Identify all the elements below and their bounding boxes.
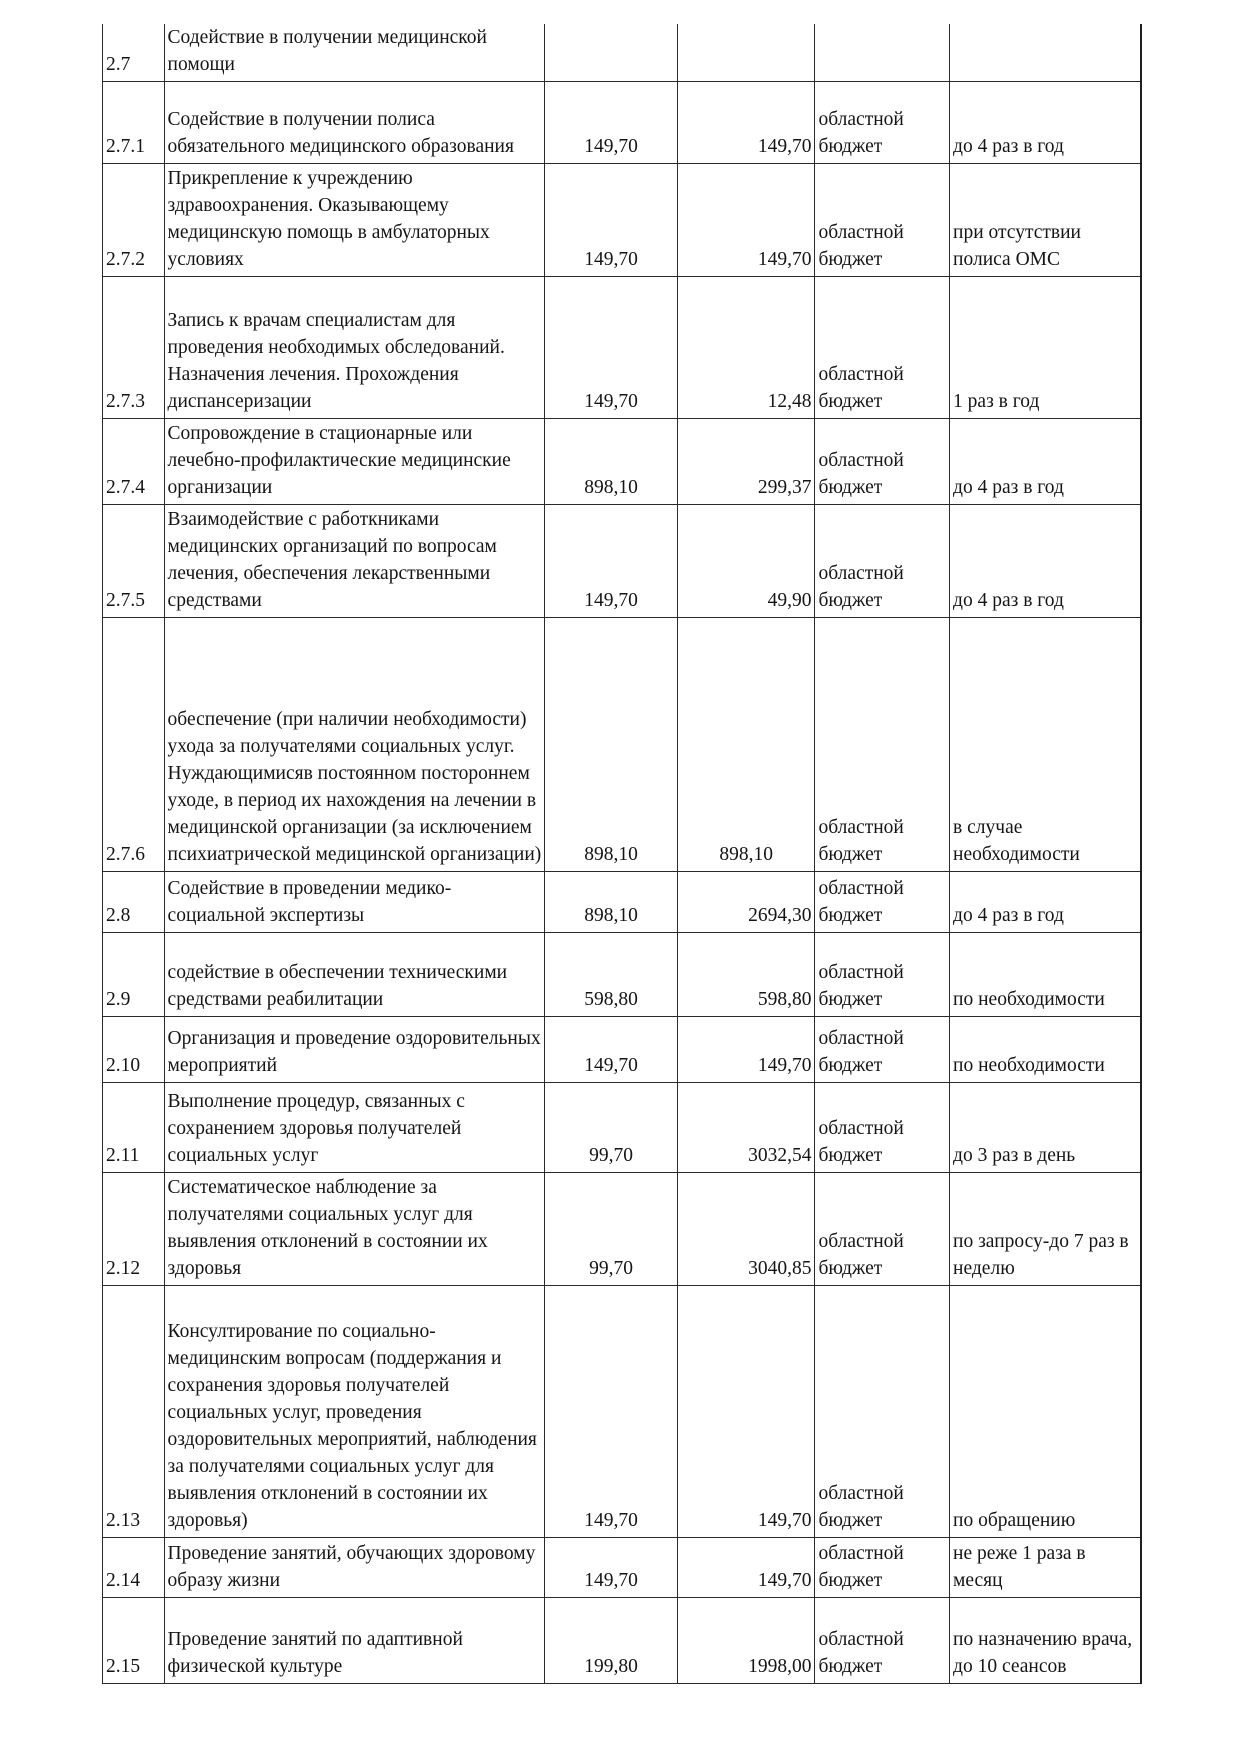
- service-price: 149,70: [545, 1286, 677, 1538]
- service-sum: 49,90: [677, 505, 815, 618]
- funding-source: областной бюджет: [815, 505, 950, 618]
- funding-source: областной бюджет: [815, 164, 950, 277]
- table-row: [103, 933, 1142, 1017]
- service-name: Проведение занятий, обучающих здоровому образу жизни: [164, 1538, 545, 1598]
- service-frequency: по обращению: [950, 1286, 1141, 1538]
- service-price: 149,70: [545, 505, 677, 618]
- service-price: 598,80: [545, 933, 677, 1017]
- service-price: 99,70: [545, 1083, 677, 1173]
- service-price: 199,80: [545, 1598, 677, 1684]
- service-frequency: при отсутствии полиса ОМС: [950, 164, 1141, 277]
- service-sum: 12,48: [677, 277, 815, 419]
- service-name: Содействие в получении полиса обязательного медицинского образования: [164, 82, 545, 164]
- row-number: 2.7.4: [103, 419, 165, 505]
- funding-source: областной бюджет: [815, 1286, 950, 1538]
- service-sum: 1998,00: [677, 1598, 815, 1684]
- service-name: Консултирование по социально-медицинским вопросам (поддержания и сохранения здоровья получателей социальных услуг, проведения оздоровительных мероприятий, наблюдения за получателями социальных услуг для выявления отклонений в состоянии их здоровья): [164, 1286, 545, 1538]
- table-row: [103, 164, 1142, 277]
- funding-source: областной бюджет: [815, 618, 950, 872]
- service-name: Содействие в проведении медико-социальной экспертизы: [164, 872, 545, 933]
- service-sum: 149,70: [677, 82, 815, 164]
- service-frequency: по необходимости: [950, 1017, 1141, 1083]
- table-row: [103, 1017, 1142, 1083]
- table-row: [103, 23, 1142, 82]
- services-table-sheet: [102, 22, 1142, 1684]
- service-name: Запись к врачам специалистам для проведения необходимых обследований. Назначения лечения. Прохождения диспансеризации: [164, 277, 545, 419]
- row-number: 2.7.6: [103, 618, 165, 872]
- table-row: [103, 1083, 1142, 1173]
- service-frequency: не реже 1 раза в месяц: [950, 1538, 1141, 1598]
- service-name: Организация и проведение оздоровительных мероприятий: [164, 1017, 545, 1083]
- funding-source: областной бюджет: [815, 277, 950, 419]
- service-price: 898,10: [545, 618, 677, 872]
- service-name: обеспечение (при наличии необходимости) ухода за получателями социальных услуг. Нуждающимисяв постоянном постороннем уходе, в период их нахождения на лечении в медицинской организации (за исключением психиатрической медицинской организации): [164, 618, 545, 872]
- scan-top-edge: [102, 22, 1142, 24]
- service-frequency: по необходимости: [950, 933, 1141, 1017]
- service-name: Взаимодействие с работкниками медицинских организаций по вопросам лечения, обеспечения лекарственными средствами: [164, 505, 545, 618]
- service-sum: [677, 23, 815, 82]
- table-row: [103, 1286, 1142, 1538]
- service-frequency: до 4 раз в год: [950, 419, 1141, 505]
- services-table: [102, 22, 1142, 1684]
- table-row: [103, 1598, 1142, 1684]
- row-number: 2.10: [103, 1017, 165, 1083]
- service-sum: 3040,85: [677, 1173, 815, 1286]
- row-number: 2.7: [103, 23, 165, 82]
- row-number: 2.7.5: [103, 505, 165, 618]
- service-sum: 2694,30: [677, 872, 815, 933]
- row-number: 2.12: [103, 1173, 165, 1286]
- service-price: 99,70: [545, 1173, 677, 1286]
- row-number: 2.9: [103, 933, 165, 1017]
- row-number: 2.7.1: [103, 82, 165, 164]
- table-row: [103, 1538, 1142, 1598]
- funding-source: областной бюджет: [815, 82, 950, 164]
- service-frequency: до 3 раз в день: [950, 1083, 1141, 1173]
- service-sum: 149,70: [677, 1286, 815, 1538]
- service-name: Прикрепление к учреждению здравоохранения. Оказывающему медицинскую помощь в амбулаторных условиях: [164, 164, 545, 277]
- service-sum: 149,70: [677, 1017, 815, 1083]
- service-name: Содействие в получении медицинской помощи: [164, 23, 545, 82]
- table-row: [103, 872, 1142, 933]
- service-price: 149,70: [545, 164, 677, 277]
- table-row: [103, 419, 1142, 505]
- service-frequency: до 4 раз в год: [950, 82, 1141, 164]
- service-frequency: до 4 раз в год: [950, 505, 1141, 618]
- service-price: 149,70: [545, 1017, 677, 1083]
- table-row: [103, 82, 1142, 164]
- service-name: Систематическое наблюдение за получателями социальных услуг для выявления отклонений в состоянии их здоровья: [164, 1173, 545, 1286]
- table-row: [103, 277, 1142, 419]
- row-number: 2.8: [103, 872, 165, 933]
- service-name: Проведение занятий по адаптивной физической культуре: [164, 1598, 545, 1684]
- funding-source: областной бюджет: [815, 1598, 950, 1684]
- service-price: 149,70: [545, 82, 677, 164]
- funding-source: областной бюджет: [815, 1173, 950, 1286]
- row-number: 2.7.3: [103, 277, 165, 419]
- row-number: 2.14: [103, 1538, 165, 1598]
- service-price: 149,70: [545, 1538, 677, 1598]
- service-price: 149,70: [545, 277, 677, 419]
- service-name: содействие в обеспечении техническими средствами реабилитации: [164, 933, 545, 1017]
- funding-source: областной бюджет: [815, 1017, 950, 1083]
- service-sum: 3032,54: [677, 1083, 815, 1173]
- service-price: [545, 23, 677, 82]
- funding-source: областной бюджет: [815, 1083, 950, 1173]
- service-sum: 149,70: [677, 164, 815, 277]
- service-frequency: [950, 23, 1141, 82]
- service-frequency: по назначению врача, до 10 сеансов: [950, 1598, 1141, 1684]
- service-name: Выполнение процедур, связанных с сохранением здоровья получателей социальных услуг: [164, 1083, 545, 1173]
- funding-source: областной бюджет: [815, 419, 950, 505]
- table-row: [103, 1173, 1142, 1286]
- table-row: [103, 505, 1142, 618]
- service-sum: 149,70: [677, 1538, 815, 1598]
- funding-source: [815, 23, 950, 82]
- service-sum: 898,10: [677, 618, 815, 872]
- funding-source: областной бюджет: [815, 1538, 950, 1598]
- row-number: 2.13: [103, 1286, 165, 1538]
- service-frequency: 1 раз в год: [950, 277, 1141, 419]
- service-sum: 598,80: [677, 933, 815, 1017]
- service-price: 898,10: [545, 872, 677, 933]
- service-frequency: по запросу-до 7 раз в неделю: [950, 1173, 1141, 1286]
- service-frequency: до 4 раз в год: [950, 872, 1141, 933]
- service-price: 898,10: [545, 419, 677, 505]
- row-number: 2.7.2: [103, 164, 165, 277]
- funding-source: областной бюджет: [815, 933, 950, 1017]
- row-number: 2.11: [103, 1083, 165, 1173]
- service-sum: 299,37: [677, 419, 815, 505]
- service-name: Сопровождение в стационарные или лечебно-профилактические медицинские организации: [164, 419, 545, 505]
- service-frequency: в случае необходимости: [950, 618, 1141, 872]
- funding-source: областной бюджет: [815, 872, 950, 933]
- row-number: 2.15: [103, 1598, 165, 1684]
- table-row: [103, 618, 1142, 872]
